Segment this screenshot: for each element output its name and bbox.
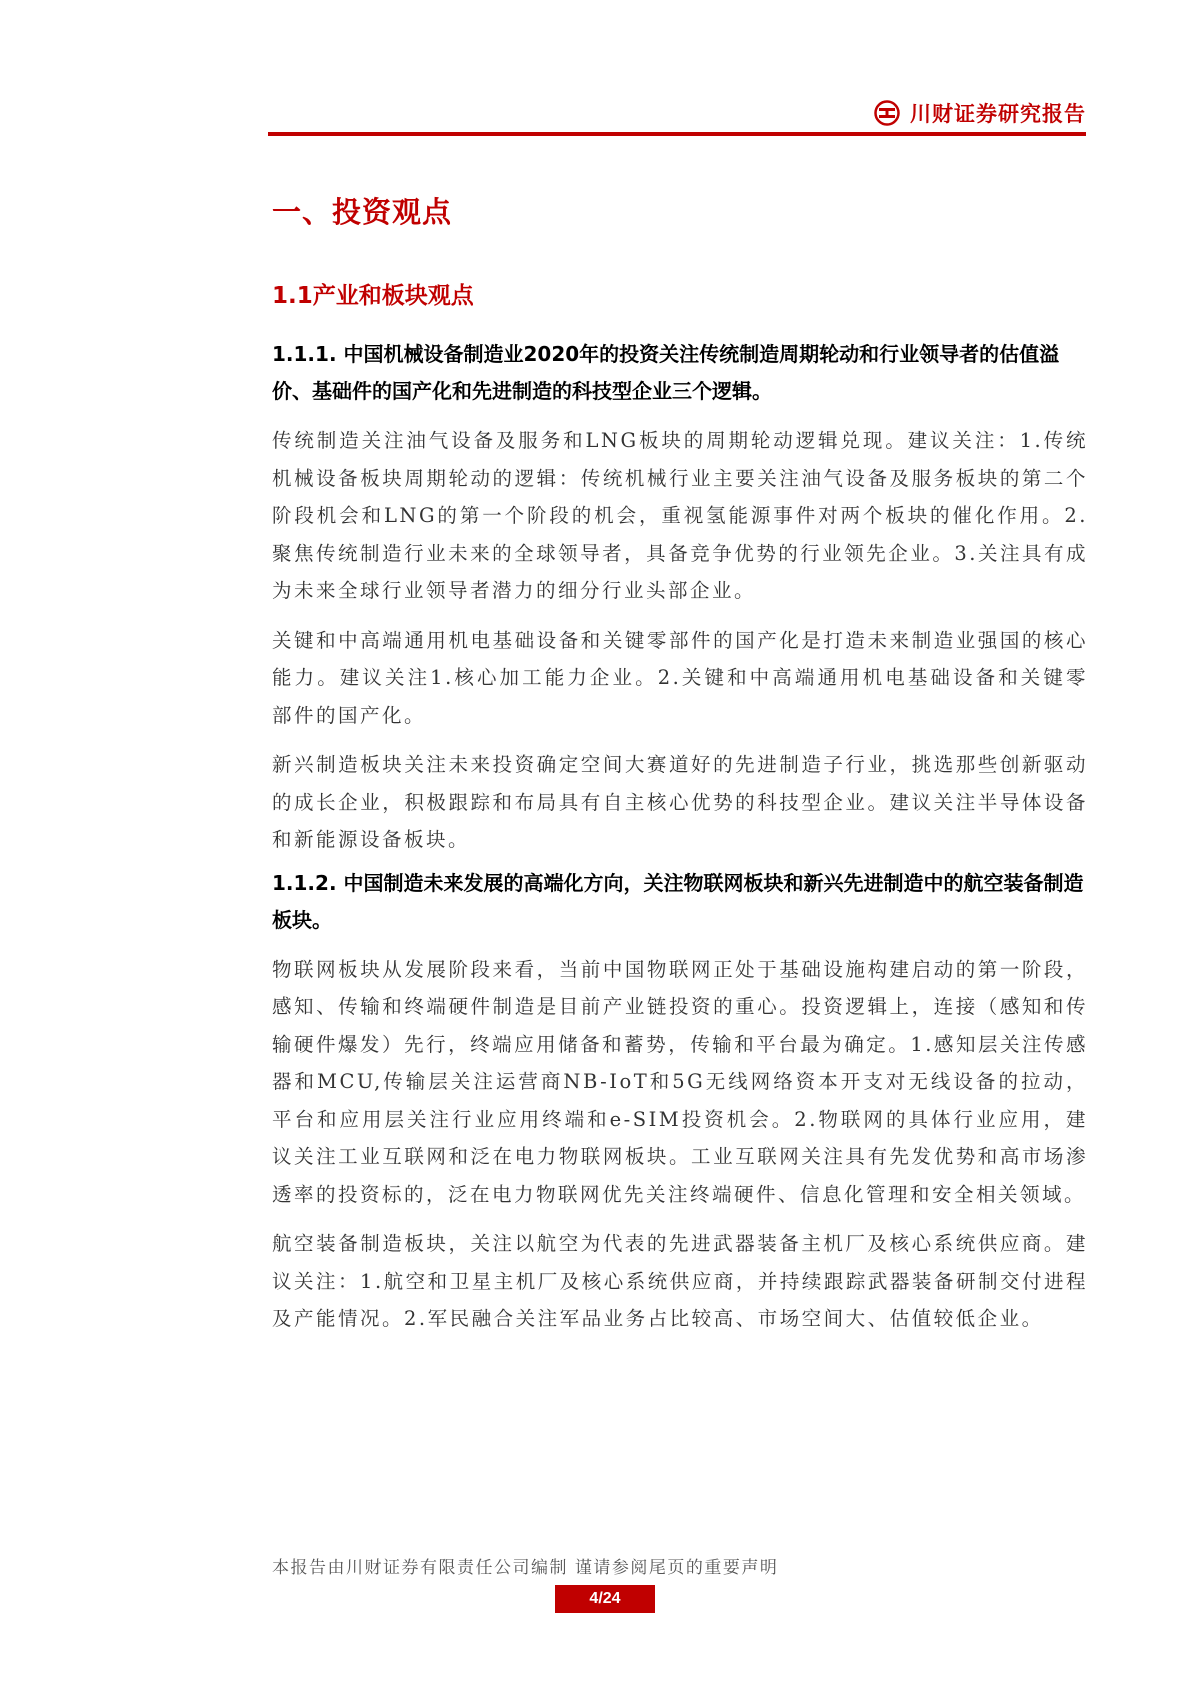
page-header bbox=[268, 92, 1086, 136]
topic1-paragraph-3: 新兴制造板块关注未来投资确定空间大赛道好的先进制造子行业，挑选那些创新驱动的成长企业，积极跟踪和布局具有自主核心优势的科技型企业。建议关注半导体设备和新能源设备板块。 bbox=[272, 753, 1088, 851]
topic2-paragraph-2: 航空装备制造板块，关注以航空为代表的先进武器装备主机厂及核心系统供应商。建议关注：1.航空和卫星主机厂及核心系统供应商，并持续跟踪武器装备研制交付进程及产能情况。2.军民融合关注军品业务占比较高、市场空间大、估值较低企业。 bbox=[272, 1232, 1088, 1330]
brand bbox=[874, 98, 1086, 128]
topic1-paragraph-2: 关键和中高端通用机电基础设备和关键零部件的国产化是打造未来制造业强国的核心能力。建议关注1.核心加工能力企业。2.关键和中高端通用机电基础设备和关键零部件的国产化。 bbox=[272, 628, 1088, 727]
section-title: 一、投资观点 bbox=[272, 195, 453, 229]
topic2-heading: 1.1.2. 中国制造未来发展的高端化方向，关注物联网板块和新兴先进制造中的航空装备制造板块。 bbox=[272, 870, 1084, 932]
footer-disclaimer: 本报告由川财证券有限责任公司编制 谨请参阅尾页的重要声明 bbox=[272, 1558, 779, 1578]
topic1-paragraph-1: 传统制造关注油气设备及服务和LNG板块的周期轮动逻辑兑现。建议关注：1.传统机械设备板块周期轮动的逻辑：传统机械行业主要关注油气设备及服务板块的第二个阶段机会和LNG的第一个阶段的机会，重视氢能源事件对两个板块的催化作用。2.聚焦传统制造行业未来的全球领导者，具备竞争优势的行业领先企业。3.关注具有成为未来全球行业领导者潜力的细分行业头部企业。 bbox=[272, 429, 1088, 602]
topic2-paragraph-1: 物联网板块从发展阶段来看，当前中国物联网正处于基础设施构建启动的第一阶段，感知、传输和终端硬件制造是目前产业链投资的重心。投资逻辑上，连接（感知和传输硬件爆发）先行，终端应用储备和蓄势，传输和平台最为确定。1.感知层关注传感器和MCU,传输层关注运营商NB-IoT和5G无线网络资本开支对无线设备的拉动，平台和应用层关注行业应用终端和e-SIM投资机会。2.物联网的具体行业应用，建议关注工业互联网和泛在电力物联网板块。工业互联网关注具有先发优势和高市场渗透率的投资标的，泛在电力物联网优先关注终端硬件、信息化管理和安全相关领域。 bbox=[272, 957, 1088, 1206]
page-number: 4/24 bbox=[555, 1585, 655, 1613]
subsection-title: 1.1产业和板块观点 bbox=[272, 283, 474, 309]
brand-logo-icon bbox=[874, 100, 900, 126]
main-content bbox=[272, 190, 1088, 1338]
topic1-heading: 1.1.1. 中国机械设备制造业2020年的投资关注传统制造周期轮动和行业领导者的估值溢价、基础件的国产化和先进制造的科技型企业三个逻辑。 bbox=[272, 342, 1060, 403]
brand-name: 川财证券研究报告 bbox=[910, 102, 1086, 126]
header-rule bbox=[268, 132, 1086, 136]
